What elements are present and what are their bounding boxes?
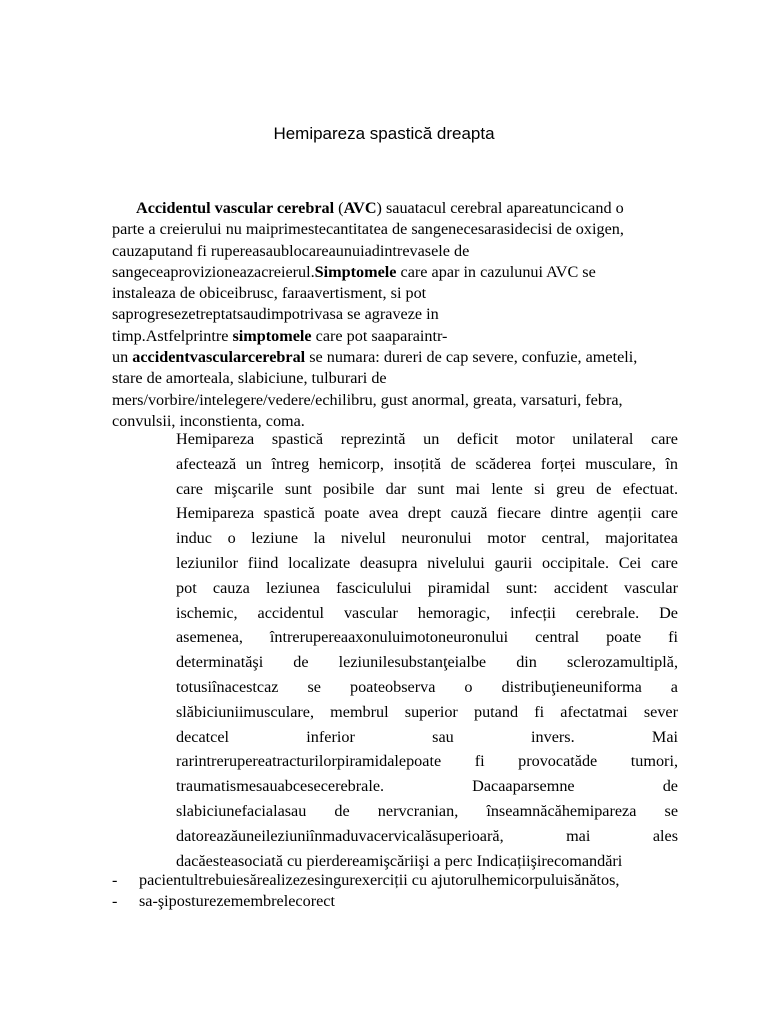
list-item xyxy=(112,870,712,891)
paragraph-line: parte a creierului nu maiprimestecantitatea de sangenecesarasidecisi de oxigen, xyxy=(112,220,624,239)
paragraph-line: pot cauza leziunea fasciculului piramidal sunt: accident vascular xyxy=(176,578,678,597)
paragraph-line: convulsii, inconstienta, coma. xyxy=(112,411,305,430)
paragraph-line: asemenea, întreruperea​axonului​motoneuronului central poate fi xyxy=(176,628,678,647)
paragraph-line: ischemic, accidentul vascular hemoragic, infecții cerebrale. De xyxy=(176,603,678,622)
paragraph-line: slabiciunefacialasau de nervcranian, înseamnăcăhemipareza se xyxy=(176,801,678,820)
paragraph-line: timp.Astfelprintre simptomele care pot saaparaintr- xyxy=(112,326,448,345)
paragraph-line: Hemipareza spastică reprezintă un deficit motor unilateral care xyxy=(176,430,678,448)
paragraph-line: totusiînacestcaz se poateobserva o distribuţieneuniforma a xyxy=(176,677,678,696)
paragraph-line: care mişcarile sunt posibile dar sunt mai lente si greu de efectuat. xyxy=(176,479,678,498)
paragraph-avc xyxy=(112,198,672,432)
paragraph-line: induc o leziune la nivelul neuronului motor central, majoritatea xyxy=(176,529,678,548)
recommendations-list xyxy=(112,870,712,912)
paragraph-line: Accidentul vascular cerebral (AVC) sauatacul cerebral apareatuncicand o xyxy=(136,199,624,217)
list-dash: - xyxy=(112,892,118,910)
paragraph-line: mers/vorbire/intelegere/vedere/echilibru, gust anormal, greata, varsaturi, febra, xyxy=(112,390,623,409)
paragraph-line: saprogresezetreptatsaudimpotrivasa se agraveze in xyxy=(112,305,439,324)
paragraph-line: afectează un întreg hemicorp, insoțită de scăderea forței musculare, în xyxy=(176,454,678,473)
bold-term: AVC xyxy=(343,199,377,217)
paragraph-line: rarintrerupereatracturilorpiramidalepoate fi provocatăde tumori, xyxy=(176,752,678,771)
list-item-text: sa-şiposturezemembrelecorect xyxy=(139,892,335,910)
paragraph-line: un accidentvascularcerebral se numara: dureri de cap severe, confuzie, ameteli, xyxy=(112,348,638,367)
paragraph-line: stare de amorteala, slabiciune, tulburari de xyxy=(112,369,387,388)
list-item-text: pacientultrebuiesărealizezesingurexerciții cu ajutorulhemicorpuluisănătos, xyxy=(139,871,620,889)
list-dash: - xyxy=(112,871,118,889)
paragraph-line: datoreazăuneileziuniînmaduvacervicalăsuperioară, mai ales xyxy=(176,826,678,845)
paragraph-line: instaleaza de obiceibrusc, faraavertisment, si pot xyxy=(112,284,427,303)
paragraph-line: Hemipareza spastică poate avea drept cauză fiecare dintre agenții care xyxy=(176,504,678,523)
paragraph-line: cauzaputand fi rupereasaublocareaunuiadintrevasele de xyxy=(112,241,470,260)
paragraph-line: slăbiciuniimusculare, membrul superior putand fi afectatmai sever xyxy=(176,702,678,721)
paragraph-line: determinatăşi de leziunilesubstanţeialbe din sclerozamultiplă, xyxy=(176,653,678,672)
bold-term: Accidentul vascular cerebral xyxy=(136,199,335,217)
bold-term: accidentvascularcerebral xyxy=(132,348,306,367)
paragraph-line: sangeceaprovizioneazacreierul.Simptomele care apar in cazulunui AVC se xyxy=(112,262,596,281)
paragraph-line: traumatismesauabcesecerebrale. Dacaaparsemne de xyxy=(176,777,678,796)
bold-term: Simptomele xyxy=(314,262,397,281)
paragraph-hemipareza xyxy=(176,427,678,873)
list-item xyxy=(112,891,712,912)
paragraph-line: dacăesteasociată cu pierdereamişcăriişi a perc Indicațiişirecomandări xyxy=(176,851,623,870)
bold-term: simptomele xyxy=(232,326,312,345)
paragraph-line: leziunilor fiind localizate deasupra nivelului gaurii occipitale. Cei care xyxy=(176,553,678,572)
document-title: Hemipareza spastică dreapta xyxy=(273,124,495,143)
paragraph-line: decatcel inferior sau invers. Mai xyxy=(176,727,678,746)
